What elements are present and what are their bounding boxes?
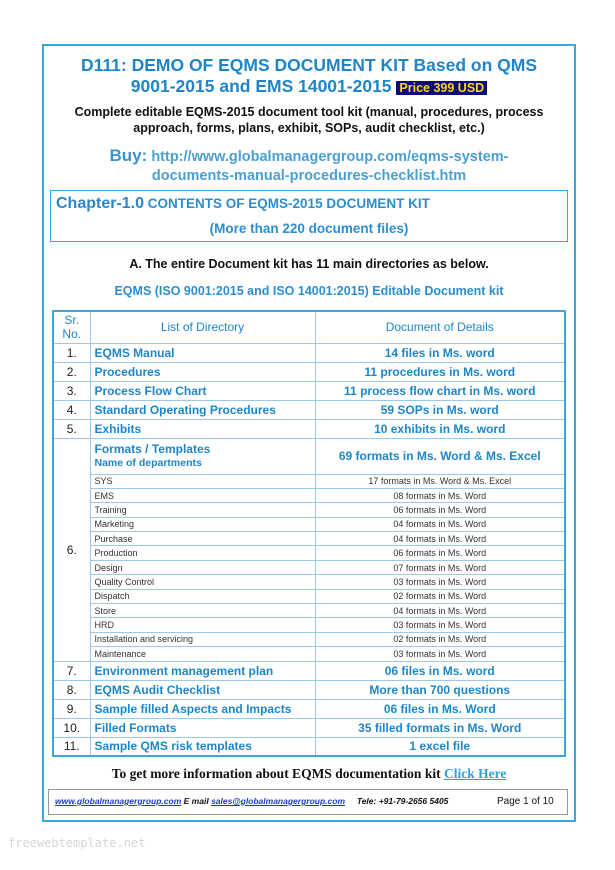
header-no: No. xyxy=(62,327,82,342)
table-header-row xyxy=(53,311,565,343)
row-directory-name xyxy=(90,438,315,474)
row-details: 69 formats in Ms. Word & Ms. Excel xyxy=(315,438,565,474)
header-sr: Sr. xyxy=(64,313,80,328)
subtitle-line-1: Complete editable EQMS-2015 document tool kit (manual, procedures, process xyxy=(74,105,544,119)
row-directory-name: Standard Operating Procedures xyxy=(90,400,315,419)
directory-table xyxy=(52,310,566,757)
row-directory-name: Environment management plan xyxy=(90,661,315,680)
chapter-title: CONTENTS OF EQMS-2015 DOCUMENT KIT xyxy=(147,196,430,211)
department-row xyxy=(53,647,565,661)
table-row xyxy=(53,661,565,680)
department-details: 08 formats in Ms. Word xyxy=(315,488,565,502)
department-row xyxy=(53,604,565,618)
buy-url-part-1[interactable]: http://www.globalmanagergroup.com/eqms-system- xyxy=(151,149,509,165)
department-details: 02 formats in Ms. Word xyxy=(315,632,565,646)
footer-telephone: Tele: +91-79-2656 5405 xyxy=(356,796,449,806)
department-name: Installation and servicing xyxy=(90,632,315,646)
department-name: HRD xyxy=(90,618,315,632)
department-row xyxy=(53,560,565,574)
department-details: 04 formats in Ms. Word xyxy=(315,517,565,531)
row-details: 14 files in Ms. word xyxy=(315,343,565,362)
row-number: 4. xyxy=(53,400,90,419)
department-details: 04 formats in Ms. Word xyxy=(315,604,565,618)
row-number: 8. xyxy=(53,680,90,699)
table-row xyxy=(53,381,565,400)
department-name: Quality Control xyxy=(90,575,315,589)
header-sr-no xyxy=(53,311,90,343)
document-subtitle xyxy=(50,104,568,136)
table-row xyxy=(53,419,565,438)
row-directory-name: Filled Formats xyxy=(90,718,315,737)
subtitle-line-2: approach, forms, plans, exhibit, SOPs, audit checklist, etc.) xyxy=(133,121,485,135)
table-row xyxy=(53,680,565,699)
document-title xyxy=(46,55,572,99)
department-name: Dispatch xyxy=(90,589,315,603)
chapter-file-count: (More than 220 document files) xyxy=(209,221,409,236)
row-number: 9. xyxy=(53,699,90,718)
footer-website-link[interactable]: www.globalmanagergroup.com xyxy=(55,796,182,806)
department-row xyxy=(53,517,565,531)
row-number: 6. xyxy=(53,438,90,661)
department-details: 03 formats in Ms. Word xyxy=(315,647,565,661)
department-row xyxy=(53,589,565,603)
row-number: 10. xyxy=(53,718,90,737)
row-details: 35 filled formats in Ms. Word xyxy=(315,718,565,737)
department-name: Maintenance xyxy=(90,647,315,661)
row-details: 59 SOPs in Ms. word xyxy=(315,400,565,419)
row-directory-name: Sample filled Aspects and Impacts xyxy=(90,699,315,718)
department-name: Training xyxy=(90,503,315,517)
department-row xyxy=(53,575,565,589)
department-name: EMS xyxy=(90,488,315,502)
row-number: 7. xyxy=(53,661,90,680)
chapter-number: Chapter-1.0 xyxy=(56,195,145,212)
department-row xyxy=(53,532,565,546)
header-document-details: Document of Details xyxy=(315,311,565,343)
row-details: 11 process flow chart in Ms. word xyxy=(315,381,565,400)
row-directory-name: EQMS Audit Checklist xyxy=(90,680,315,699)
department-row xyxy=(53,474,565,488)
row-details: 1 excel file xyxy=(315,737,565,756)
row-details: 06 files in Ms. Word xyxy=(315,699,565,718)
footer-email-label: E mail xyxy=(183,796,209,806)
row-number: 1. xyxy=(53,343,90,362)
table-row xyxy=(53,400,565,419)
row-directory-name: Sample QMS risk templates xyxy=(90,737,315,756)
title-line-1: D111: DEMO OF EQMS DOCUMENT KIT Based on QMS xyxy=(80,55,538,75)
formats-title: Formats / Templates xyxy=(94,442,211,456)
chapter-heading xyxy=(56,195,536,213)
department-details: 06 formats in Ms. Word xyxy=(315,503,565,517)
title-line-2-text: 9001-2015 and EMS 14001-2015 xyxy=(130,76,392,96)
table-row xyxy=(53,737,565,756)
department-details: 07 formats in Ms. Word xyxy=(315,560,565,574)
more-info xyxy=(50,766,568,782)
row-number: 5. xyxy=(53,419,90,438)
intro-text: A. The entire Document kit has 11 main directories as below. xyxy=(129,257,489,271)
row-details: 06 files in Ms. word xyxy=(315,661,565,680)
price-badge: Price 399 USD xyxy=(396,81,487,95)
row-directory-name: Procedures xyxy=(90,362,315,381)
buy-line-1 xyxy=(50,146,568,167)
table-row xyxy=(53,362,565,381)
department-name: Marketing xyxy=(90,517,315,531)
table-row xyxy=(53,343,565,362)
row-details: More than 700 questions xyxy=(315,680,565,699)
row-number: 11. xyxy=(53,737,90,756)
department-details: 03 formats in Ms. Word xyxy=(315,618,565,632)
department-row xyxy=(53,546,565,560)
department-name: Purchase xyxy=(90,532,315,546)
table-row xyxy=(53,699,565,718)
click-here-link[interactable]: Click Here xyxy=(443,766,507,781)
page-footer xyxy=(55,796,448,806)
department-row xyxy=(53,488,565,502)
row-details: 10 exhibits in Ms. word xyxy=(315,419,565,438)
kit-title: EQMS (ISO 9001:2015 and ISO 14001:2015) Editable Document kit xyxy=(114,284,504,298)
row-directory-name: Exhibits xyxy=(90,419,315,438)
departments-label: Name of departments xyxy=(94,457,202,469)
department-row xyxy=(53,618,565,632)
row-details: 11 procedures in Ms. word xyxy=(315,362,565,381)
department-details: 03 formats in Ms. Word xyxy=(315,575,565,589)
row-directory-name: Process Flow Chart xyxy=(90,381,315,400)
department-details: 06 formats in Ms. Word xyxy=(315,546,565,560)
department-name: SYS xyxy=(90,474,315,488)
footer-email-link[interactable]: sales@globalmanagergroup.com xyxy=(211,796,345,806)
buy-link[interactable] xyxy=(50,146,568,186)
table-row-formats xyxy=(53,438,565,474)
table-row xyxy=(53,718,565,737)
department-details: 02 formats in Ms. Word xyxy=(315,589,565,603)
department-row xyxy=(53,503,565,517)
more-info-text: To get more information about EQMS documentation kit xyxy=(111,766,441,781)
buy-label: Buy: xyxy=(109,146,148,165)
row-number: 3. xyxy=(53,381,90,400)
title-line-2 xyxy=(46,76,572,99)
department-details: 04 formats in Ms. Word xyxy=(315,532,565,546)
buy-url-part-2[interactable]: documents-manual-procedures-checklist.htm xyxy=(151,168,467,184)
department-name: Design xyxy=(90,560,315,574)
row-directory-name: EQMS Manual xyxy=(90,343,315,362)
department-name: Production xyxy=(90,546,315,560)
header-list-of-directory: List of Directory xyxy=(90,311,315,343)
row-number: 2. xyxy=(53,362,90,381)
department-row xyxy=(53,632,565,646)
page-number: Page 1 of 10 xyxy=(497,796,554,807)
watermark: freewebtemplate.net xyxy=(8,836,146,850)
department-name: Store xyxy=(90,604,315,618)
department-details: 17 formats in Ms. Word & Ms. Excel xyxy=(315,474,565,488)
